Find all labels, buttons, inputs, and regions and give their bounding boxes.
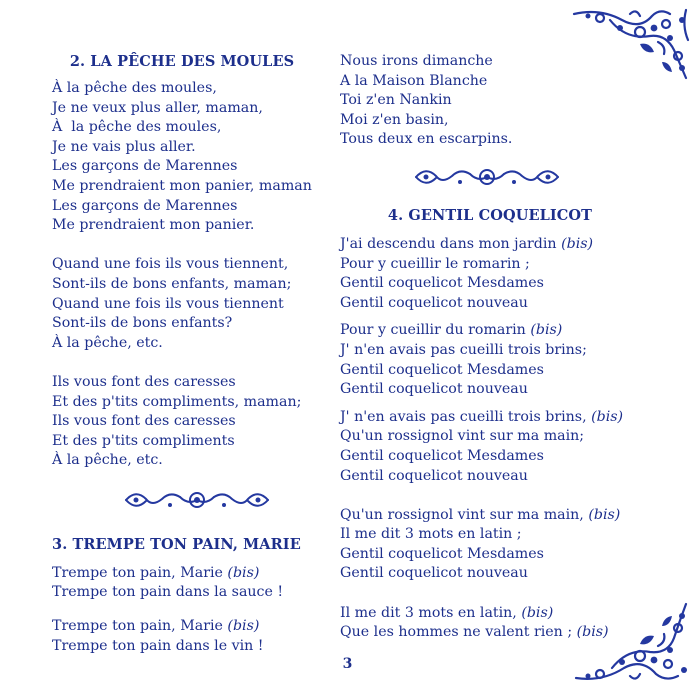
verse-line	[340, 408, 640, 428]
verse-line: Gentil coquelicot Mesdames	[340, 275, 544, 292]
verse-line: Gentil coquelicot Mesdames	[340, 361, 544, 378]
verse-line: J' n'en avais pas cueilli trois brins;	[340, 341, 587, 358]
verse-text: Trempe ton pain, Marie	[52, 618, 228, 635]
left-column	[52, 52, 312, 656]
verse-line: Me prendraient mon panier.	[52, 217, 255, 234]
verse-line: Gentil coquelicot nouveau	[340, 381, 528, 398]
verse-line	[52, 637, 312, 657]
bis-marker: (bis)	[521, 604, 554, 621]
verse-line: Sont-ils de bons enfants?	[52, 315, 233, 332]
verse-line: À la pêche des moules,	[52, 80, 217, 96]
song-title-3: 3. TREMPE TON PAIN, MARIE	[52, 535, 301, 553]
verse-text: J' n'en avais pas cueilli trois brins,	[340, 408, 592, 425]
verse-line: Toi z'en Nankin	[340, 92, 452, 109]
verse-line: Gentil coquelicot nouveau	[340, 565, 528, 582]
divider-scroll-icon	[122, 485, 272, 515]
divider-scroll-icon	[412, 162, 562, 192]
bis-marker: (bis)	[227, 564, 260, 581]
stanza	[340, 506, 640, 584]
verse-text: Pour y cueillir du romarin	[340, 322, 531, 339]
verse-text: Trempe ton pain dans la sauce !	[52, 584, 284, 601]
verse-line: Tous deux en escarpins.	[340, 131, 513, 148]
verse-line: Gentil coquelicot nouveau	[340, 467, 528, 484]
verse-text: Il me dit 3 mots en latin,	[340, 604, 522, 621]
verse-line	[340, 604, 640, 624]
bis-marker: (bis)	[576, 624, 609, 641]
verse-line: Pour y cueillir le romarin ;	[340, 255, 530, 272]
bis-marker: (bis)	[530, 322, 563, 339]
verse-line: À la pêche, etc.	[52, 452, 163, 469]
verse-line: Et des p'tits compliments	[52, 432, 235, 449]
verse-text: J'ai descendu dans mon jardin	[340, 235, 562, 252]
stanza	[340, 235, 640, 313]
verse-text: Trempe ton pain dans le vin !	[52, 637, 264, 654]
stanza	[340, 52, 640, 150]
verse-line: Je ne veux plus aller, maman,	[52, 99, 263, 116]
verse-line: Gentil coquelicot Mesdames	[340, 447, 544, 464]
page-number: 3	[342, 656, 353, 672]
verse-line: Il me dit 3 mots en latin ;	[340, 526, 522, 543]
verse-line: Ils vous font des caresses	[52, 413, 236, 430]
verse-line: Moi z'en basin,	[340, 111, 449, 128]
verse-line	[340, 623, 640, 643]
verse-line	[340, 235, 640, 255]
stanza	[52, 255, 312, 353]
verse-line: Les garçons de Marennes	[52, 158, 238, 175]
verse-line: A la Maison Blanche	[340, 72, 488, 89]
verse-text: Que les hommes ne valent rien ;	[340, 624, 577, 641]
verse-line: Gentil coquelicot Mesdames	[340, 545, 544, 562]
verse-line	[52, 583, 312, 603]
verse-line	[340, 321, 640, 341]
song-title-4: 4. GENTIL COQUELICOT	[387, 206, 593, 224]
verse-line	[340, 506, 640, 526]
bis-marker: (bis)	[588, 506, 621, 523]
right-column	[340, 52, 640, 643]
verse-line: Et des p'tits compliments, maman;	[52, 393, 302, 410]
verse-line	[52, 564, 312, 584]
verse-line: Quand une fois ils vous tiennent	[52, 295, 284, 312]
stanza	[340, 604, 640, 643]
bis-marker: (bis)	[227, 618, 260, 635]
bis-marker: (bis)	[561, 235, 594, 252]
verse-line: Ils vous font des caresses	[52, 373, 236, 390]
bis-marker: (bis)	[591, 408, 624, 425]
verse-line: Sont-ils de bons enfants, maman;	[52, 275, 292, 292]
verse-line: Je ne vais plus aller.	[52, 138, 196, 155]
verse-line	[52, 617, 312, 637]
verse-line: Quand une fois ils vous tiennent,	[52, 256, 289, 273]
song-title-2: 2. LA PÊCHE DES MOULES	[69, 53, 295, 70]
verse-line: Me prendraient mon panier, maman	[52, 177, 312, 194]
stanza	[52, 373, 312, 471]
stanza	[340, 321, 640, 399]
stanza	[340, 408, 640, 486]
verse-text: Trempe ton pain, Marie	[52, 564, 228, 581]
verse-line: Nous irons dimanche	[340, 53, 493, 69]
verse-line: Les garçons de Marennes	[52, 197, 238, 214]
stanza	[52, 79, 312, 236]
verse-line: À la pêche, etc.	[52, 334, 163, 351]
verse-text: Qu'un rossignol vint sur ma main,	[340, 506, 589, 523]
verse-line: Qu'un rossignol vint sur ma main;	[340, 428, 585, 445]
verse-line: Gentil coquelicot nouveau	[340, 294, 528, 311]
verse-line: À la pêche des moules,	[52, 119, 222, 136]
